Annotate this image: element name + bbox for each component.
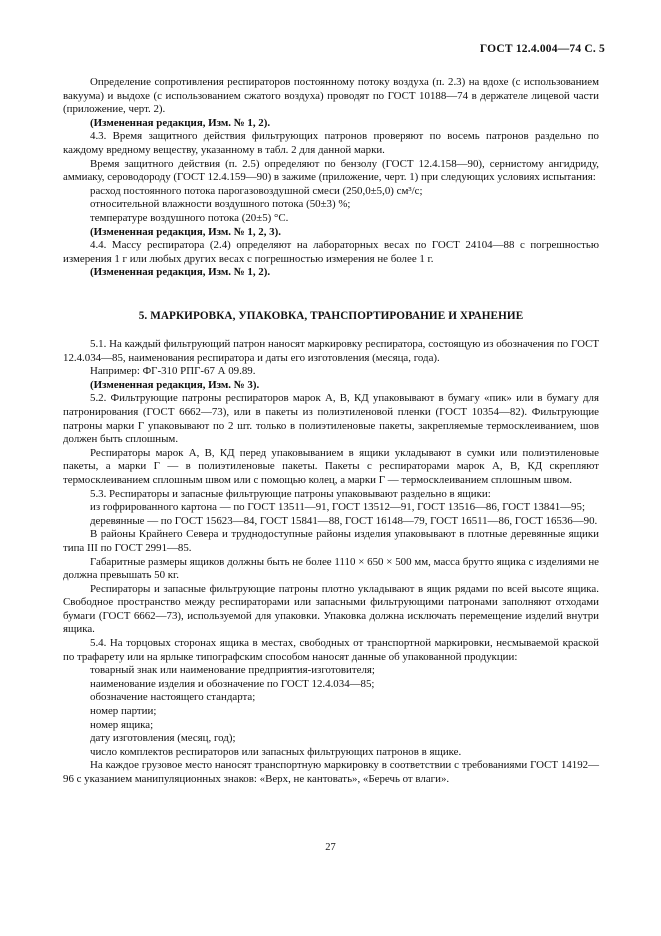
paragraph: номер партии; [90,705,157,718]
page-number: 27 [325,842,336,853]
paragraph: из гофрированного картона — по ГОСТ 13511—91, ГОСТ 13512—91, ГОСТ 13516—86, ГОСТ 13841—95; [90,501,585,514]
paragraph: Габаритные размеры ящиков должны быть не более 1110 × 650 × 500 мм, масса брутто ящика с изделиями не должна превышать 50 кг. [63,555,599,582]
paragraph: 5.3. Респираторы и запасные фильтрующие патроны упаковывают раздельно в ящики: [90,487,491,500]
paragraph: Респираторы и запасные фильтрующие патроны плотно укладывают в ящик рядами по всей высоте ящика. Свободное пространство между респираторами или запасными фильтрующими патронами заполняют отходами бумаги (ГОСТ 6662—73), используемой для упаковки. Упаковка должна исключать перемещение изделий внутри ящика. [63,582,599,636]
paragraph: 5.1. На каждый фильтрующий патрон наносят маркировку респиратора, состоящую из обозначения по ГОСТ 12.4.034—85, наименования респиратора и даты его изготовления (месяца, года). [63,338,599,364]
running-header: ГОСТ 12.4.004—74 С. 5 [479,43,605,55]
paragraph: В районы Крайнего Севера и труднодоступные районы изделия упаковывают в плотные деревянные ящики типа III по ГОСТ 2991—85. [63,528,599,554]
paragraph: расход постоянного потока парогазовоздушной смеси (250,0±5,0) см³/с; [90,184,423,197]
paragraph: На каждое грузовое место наносят транспортную маркировку в соответствии с требованиями ГОСТ 14192—96 с указанием манипуляционных знаков: «Верх, не кантовать», «Беречь от влаги». [63,759,599,785]
paragraph: Например: ФГ-310 РПГ-67 А 09.89. [90,365,256,378]
paragraph: Определение сопротивления респираторов постоянному потоку воздуха (п. 2.3) на вдохе (с использованием вакуума) и выдохе (с использованием сжатого воздуха) проводят по ГОСТ 10188—74 в держателе лицевой части (приложение, черт. 2). [63,76,599,116]
paragraph: 4.3. Время защитного действия фильтрующих патронов проверяют по восемь патронов раздельно по каждому вредному веществу, указанному в табл. 2 для данной марки. [63,130,599,156]
body-text-section-5 [63,338,599,787]
paragraph: 5.2. Фильтрующие патроны респираторов марок А, В, КД упаковывают в бумагу «пик» или в бумагу для патронирования (ГОСТ 6662—73), или в пакеты из полиэтиленовой пленки (ГОСТ 10354—82). Фильтрующие патроны марки Г упаковывают по 2 шт. только в полиэтиленовые пакеты, закрепляемые термосклеиванием, шов должен быть сплошным. [63,392,599,446]
paragraph: деревянные — по ГОСТ 15623—84, ГОСТ 15841—88, ГОСТ 16148—79, ГОСТ 16511—86, ГОСТ 16536—90. [90,514,598,527]
section-heading: 5. МАРКИРОВКА, УПАКОВКА, ТРАНСПОРТИРОВАНИЕ И ХРАНЕНИЕ [138,310,524,322]
amendment-note: (Измененная редакция, Изм. № 1, 2). [90,116,271,129]
paragraph: относительной влажности воздушного потока (50±3) %; [90,198,351,211]
paragraph: товарный знак или наименование предприятия-изготовителя; [90,664,375,677]
paragraph: Респираторы марок А, В, КД перед упаковыванием в ящики укладывают в сумки или полиэтиленовые пакеты, а марки Г — в полиэтиленовые пакеты. Пакеты с респираторами марок А, В, КД скрепляют термосклеиванием сплошным швом или с помощью колец, а марки Г — термосклеиванием сплошным швом. [63,446,599,486]
amendment-note: (Измененная редакция, Изм. № 3). [90,378,260,391]
paragraph: 5.4. На торцовых сторонах ящика в местах, свободных от транспортной маркировки, несмываемой краской по трафарету или на ярлыке типографским способом наносят данные об упакованной продукции: [63,637,599,663]
paragraph: число комплектов респираторов или запасных фильтрующих патронов в ящике. [90,745,462,758]
amendment-note: (Измененная редакция, Изм. № 1, 2). [90,266,271,279]
amendment-note: (Измененная редакция, Изм. № 1, 2, 3). [90,225,281,238]
paragraph: 4.4. Массу респиратора (2.4) определяют на лабораторных весах по ГОСТ 24104—88 с погрешностью измерения 1 г или любых других весах с погрешностью измерения не более 1 г. [63,239,599,265]
paragraph: наименование изделия и обозначение по ГОСТ 12.4.034—85; [90,677,375,690]
paragraph: дату изготовления (месяц, год); [90,732,236,745]
body-text-top [63,76,599,280]
paragraph: Время защитного действия (п. 2.5) определяют по бензолу (ГОСТ 12.4.158—90), сернистому ангидриду, аммиаку, сероводороду (ГОСТ 12.4.159—90) в зажиме (приложение, черт. 1) при следующих условиях испытания: [63,157,599,184]
paragraph: температуре воздушного потока (20±5) °С. [90,211,289,224]
paragraph: обозначение настоящего стандарта; [90,691,256,704]
paragraph: номер ящика; [90,718,154,731]
